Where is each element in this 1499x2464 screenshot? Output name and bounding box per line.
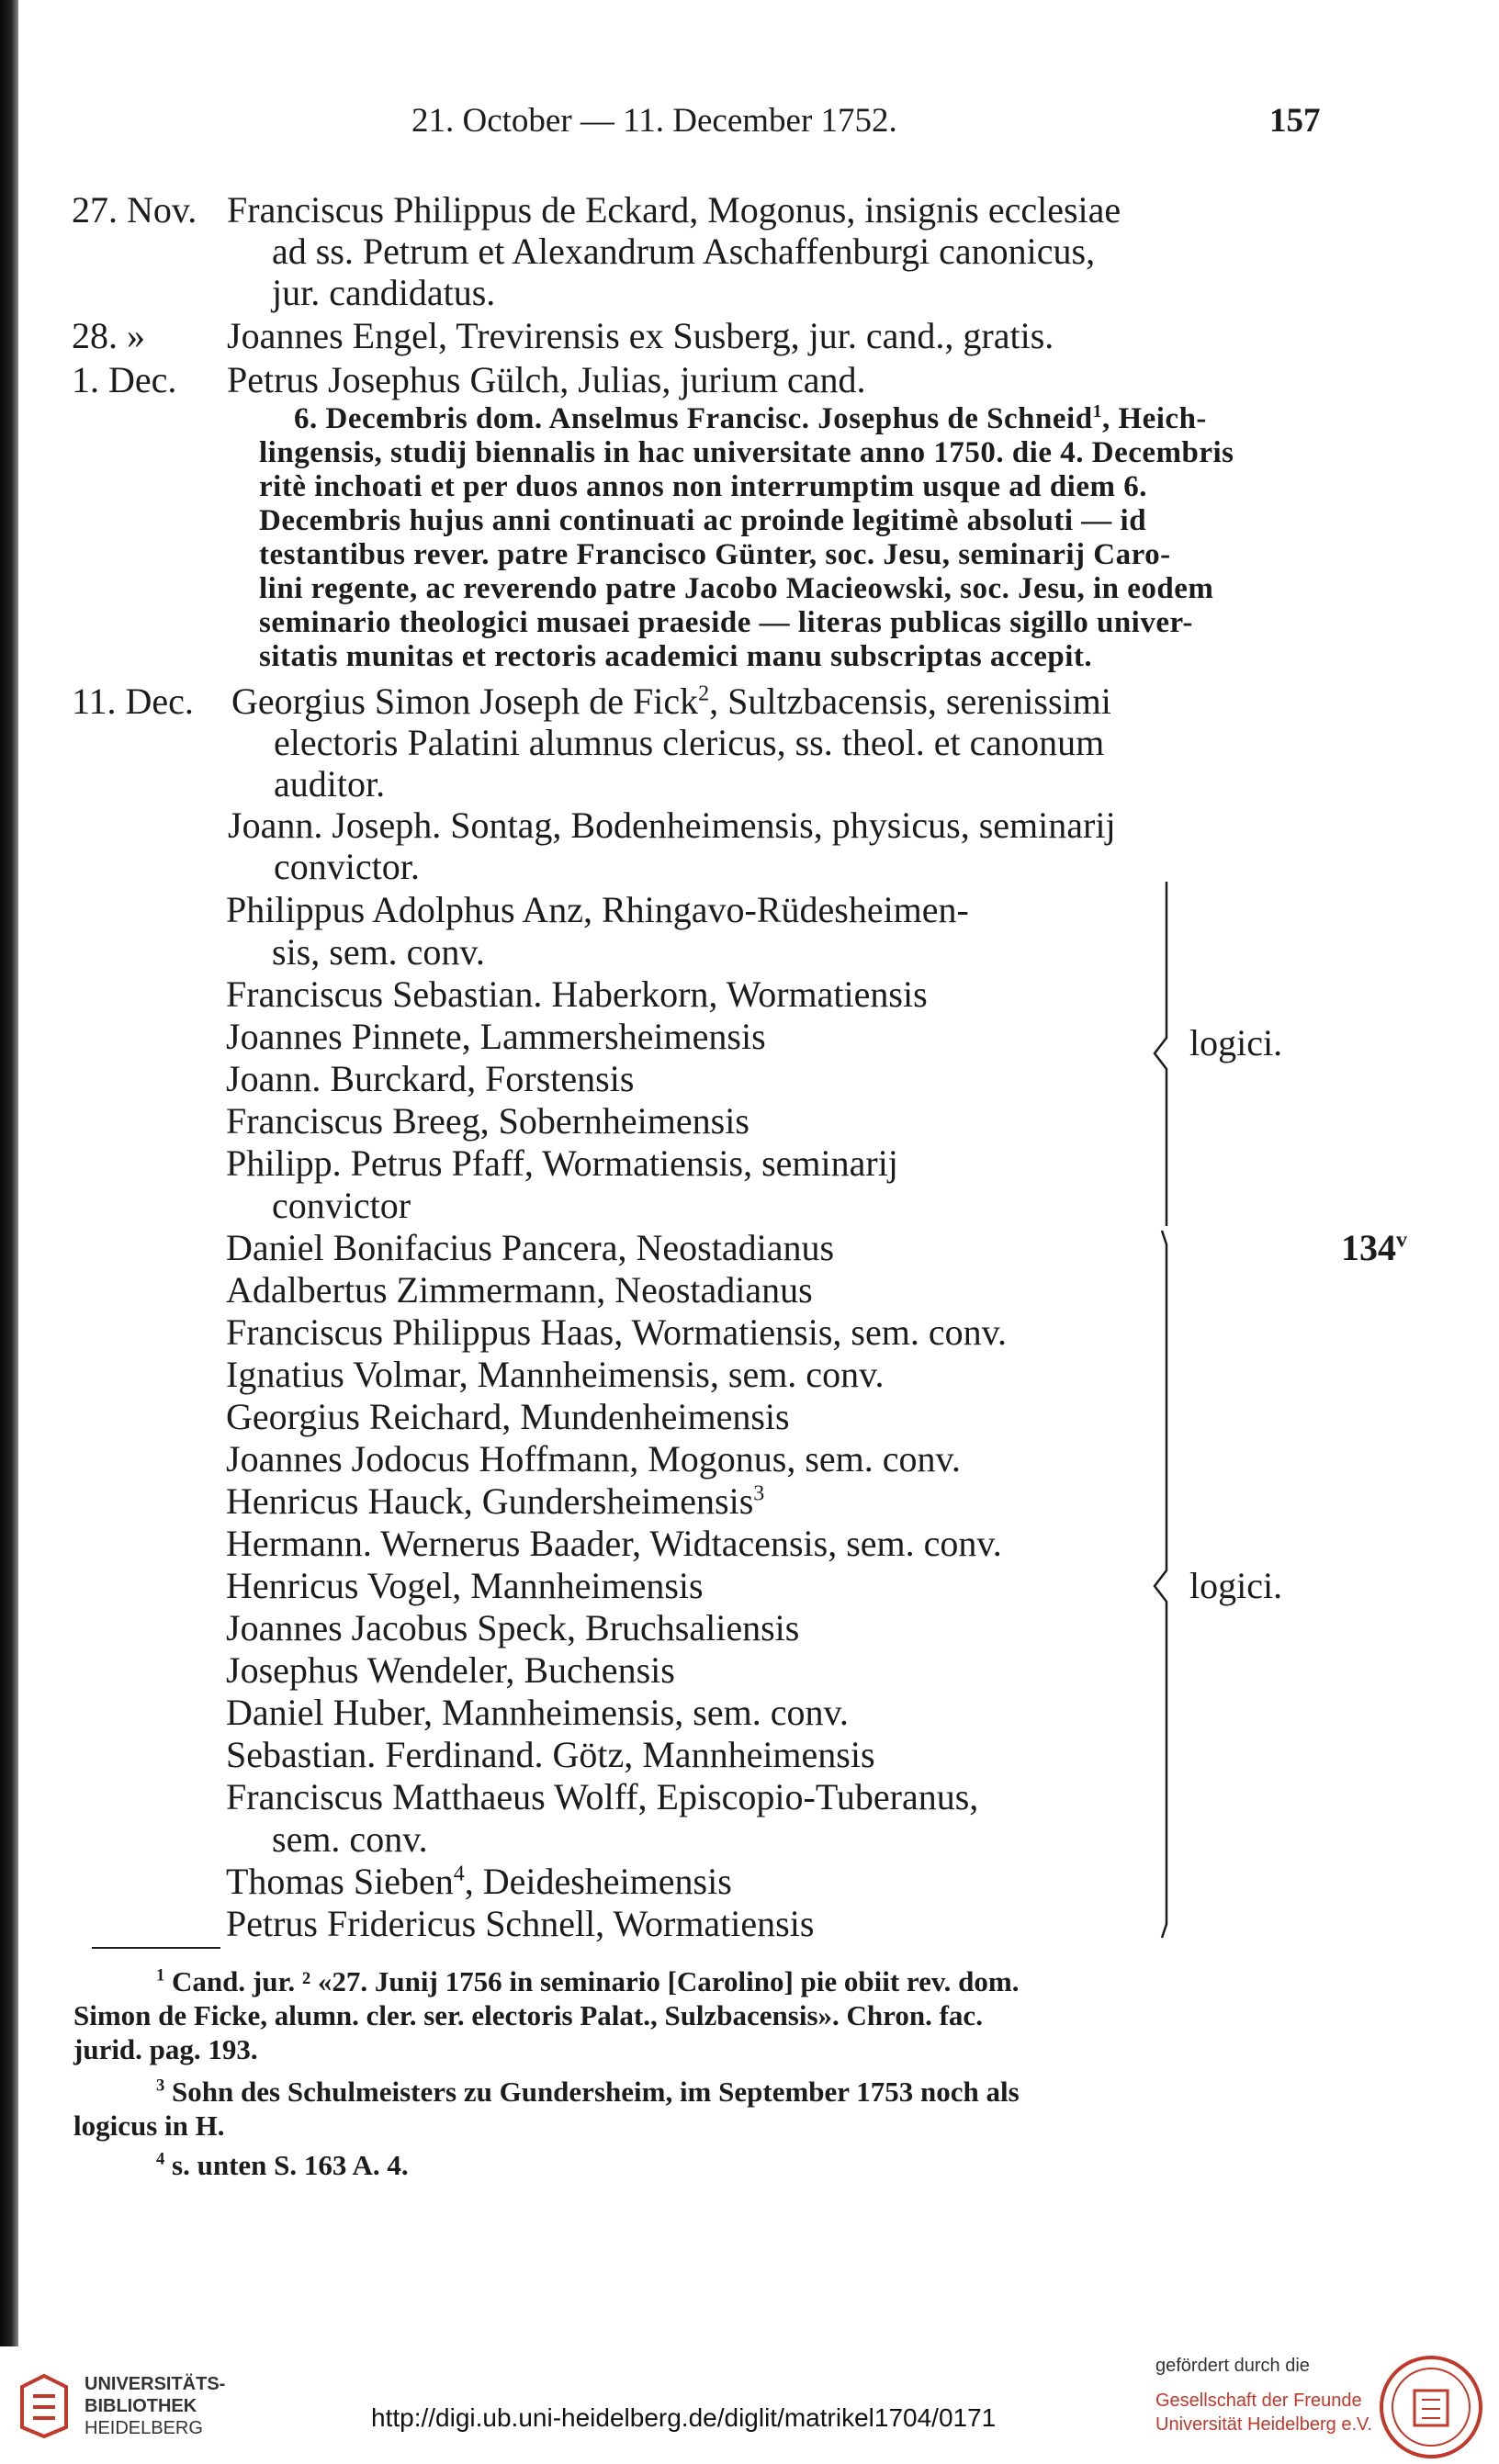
entry-line: auditor.	[274, 763, 386, 804]
student-name: Sebastian. Ferdinand. Götz, Mannheimensis	[226, 1734, 875, 1775]
student-name: Ignatius Volmar, Mannheimensis, sem. conv.	[226, 1354, 885, 1395]
student-name: Joannes Pinnete, Lammersheimensis	[226, 1016, 766, 1057]
paragraph-line: sitatis munitas et rectoris academici manu subscriptas accepit.	[259, 640, 1093, 673]
student-name: Georgius Reichard, Mundenheimensis	[226, 1396, 790, 1437]
footnote-line: Simon de Ficke, alumn. cler. ser. electoris Palat., Sulzbacensis». Chron. fac.	[73, 1999, 983, 2031]
library-name-line: UNIVERSITÄTS-	[85, 2374, 226, 2394]
student-name: Daniel Bonifacius Pancera, Neostadianus	[226, 1227, 835, 1268]
entry-line: convictor.	[274, 846, 420, 887]
brace-group-1	[1134, 877, 1189, 1231]
book-binding-edge	[0, 0, 18, 2464]
running-header: 21. October — 11. December 1752.	[411, 102, 897, 140]
page-number: 157	[1269, 102, 1321, 140]
sponsor-line: Universität Heidelberg e.V.	[1155, 2414, 1373, 2435]
paragraph-line: Decembris hujus anni continuati ac proinde legitimè absoluti — id	[259, 504, 1147, 537]
university-library-logo-icon	[18, 2372, 70, 2438]
entry-line: jur. candidatus.	[272, 272, 496, 313]
entry-line: Petrus Josephus Gülch, Julias, jurium cand.	[227, 359, 866, 400]
entry-date: 28. »	[72, 315, 145, 356]
university-seal-icon	[1378, 2354, 1484, 2460]
library-name-line: HEIDELBERG	[85, 2418, 203, 2438]
paragraph-line: lini regente, ac reverendo patre Jacobo Macieowski, soc. Jesu, in eodem	[259, 572, 1214, 605]
student-name: Joann. Burckard, Forstensis	[226, 1058, 635, 1099]
entry-line: electoris Palatini alumnus clericus, ss. theol. et canonum	[274, 722, 1105, 763]
entry-line: Joann. Joseph. Sontag, Bodenheimensis, physicus, seminarij	[228, 804, 1116, 846]
footnote-line: jurid. pag. 193.	[73, 2033, 258, 2065]
margin-folio-note: 134$^v$	[1341, 1227, 1407, 1268]
entry-line: ad ss. Petrum et Alexandrum Aschaffenburgi canonicus,	[272, 231, 1096, 272]
library-name-line: BIBLIOTHEK	[85, 2396, 197, 2416]
sponsor-line: Gesellschaft der Freunde	[1155, 2391, 1362, 2411]
document-url-link[interactable]: http://digi.ub.uni-heidelberg.de/diglit/matrikel1704/0171	[371, 2403, 997, 2432]
group-label: logici.	[1189, 1565, 1283, 1606]
sponsor-line: gefördert durch die	[1155, 2356, 1310, 2376]
paragraph-line: lingensis, studij biennalis in hac universitate anno 1750. die 4. Decembris	[259, 436, 1234, 469]
entry-date: 11. Dec.	[72, 681, 194, 722]
footnote-rule	[92, 1947, 220, 1949]
document-page	[18, 0, 1499, 2346]
student-name: Henricus Hauck, Gundersheimensis$^3$	[226, 1480, 765, 1522]
entry-date: 27. Nov.	[72, 189, 197, 231]
student-name: Franciscus Breeg, Sobernheimensis	[226, 1100, 750, 1142]
paragraph-line: testantibus rever. patre Francisco Günter, soc. Jesu, seminarij Caro-	[259, 538, 1171, 571]
group-label: logici.	[1189, 1022, 1283, 1063]
entry-line: Georgius Simon Joseph de Fick$^2$, Sultzbacensis, serenissimi	[231, 681, 1111, 722]
entry-line: Franciscus Philippus de Eckard, Mogonus, insignis ecclesiae	[227, 189, 1121, 231]
student-name: sem. conv.	[272, 1818, 428, 1860]
student-name: Josephus Wendeler, Buchensis	[226, 1649, 675, 1691]
student-name: Joannes Jacobus Speck, Bruchsaliensis	[226, 1607, 800, 1648]
paragraph-line: seminario theologici musaei praeside — literas publicas sigillo univer-	[259, 606, 1193, 639]
student-name: Franciscus Matthaeus Wolff, Episcopio-Tuberanus,	[226, 1776, 979, 1817]
student-name: Thomas Sieben$^4$, Deidesheimensis	[226, 1861, 732, 1902]
student-name: Daniel Huber, Mannheimensis, sem. conv.	[226, 1692, 849, 1733]
brace-group-2	[1134, 1226, 1189, 1942]
student-name: Joannes Jodocus Hoffmann, Mogonus, sem. conv.	[226, 1438, 961, 1480]
paragraph-line: 6. Decembris dom. Anselmus Francisc. Josephus de Schneid$^1$, Heich-	[294, 401, 1207, 435]
footnote-line: $^3$ Sohn des Schulmeisters zu Gundersheim, im September 1753 noch als	[156, 2076, 1020, 2108]
student-name: Philippus Adolphus Anz, Rhingavo-Rüdesheimen-	[226, 889, 969, 930]
footnote-line: $^1$ Cand. jur. ² «27. Junij 1756 in seminario [Carolino] pie obiit rev. dom.	[156, 1965, 1020, 1997]
student-name: sis, sem. conv.	[272, 931, 485, 973]
footnote-line: $^4$ s. unten S. 163 A. 4.	[156, 2149, 409, 2181]
student-name: Petrus Fridericus Schnell, Wormatiensis	[226, 1903, 815, 1944]
student-name: Henricus Vogel, Mannheimensis	[226, 1565, 704, 1606]
student-name: Adalbertus Zimmermann, Neostadianus	[226, 1269, 813, 1311]
digitization-footer	[0, 2346, 1499, 2464]
student-name: Franciscus Philippus Haas, Wormatiensis, sem. conv.	[226, 1311, 1008, 1353]
student-name: Philipp. Petrus Pfaff, Wormatiensis, seminarij	[226, 1142, 898, 1184]
entry-line: Joannes Engel, Trevirensis ex Susberg, jur. cand., gratis.	[227, 315, 1054, 356]
paragraph-line: ritè inchoati et per duos annos non interrumptim usque ad diem 6.	[259, 470, 1147, 503]
student-name: Franciscus Sebastian. Haberkorn, Wormatiensis	[226, 973, 928, 1015]
footnote-line: logicus in H.	[73, 2110, 225, 2142]
student-name: Hermann. Wernerus Baader, Widtacensis, sem. conv.	[226, 1523, 1002, 1564]
entry-date: 1. Dec.	[72, 359, 177, 400]
student-name: convictor	[272, 1185, 411, 1226]
